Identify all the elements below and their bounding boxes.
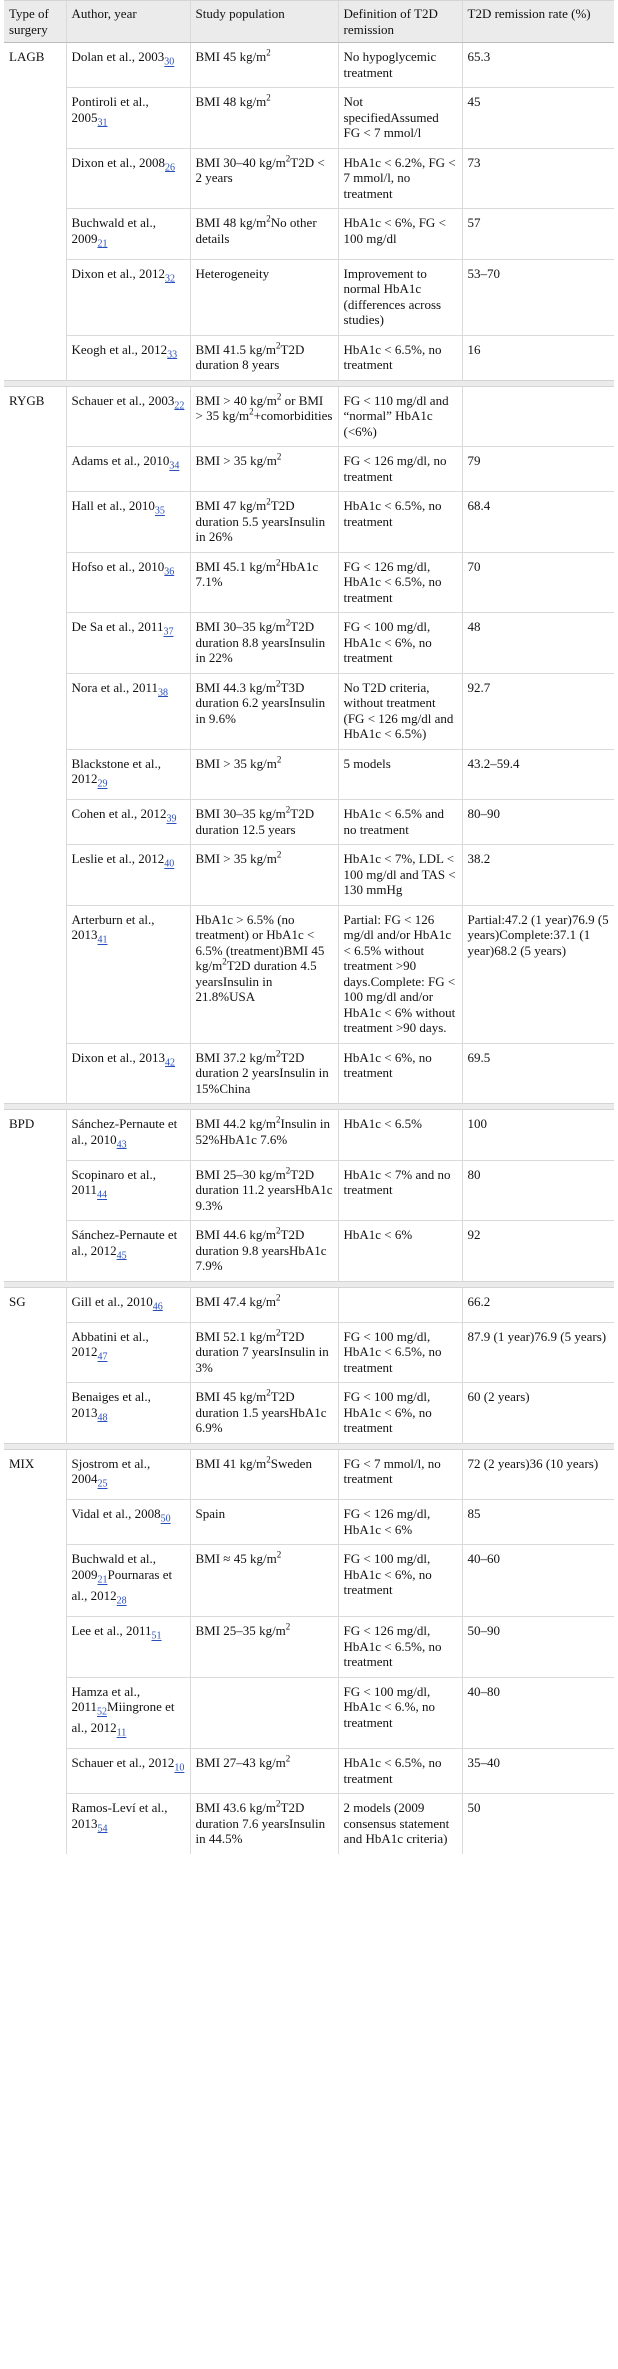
- reference-link[interactable]: 43: [116, 1139, 127, 1151]
- superscript-2: 2: [276, 1327, 281, 1338]
- remission-rate-cell: 65.3: [462, 43, 614, 88]
- superscript-2: 2: [266, 1454, 271, 1465]
- study-population-cell: BMI 47 $kg/m^2T2D$ duration 5.5 yearsInsulin in 26%: [190, 492, 338, 553]
- superscript-2: 2: [276, 557, 281, 568]
- author-year-text: Schauer et al., 2003: [71, 392, 175, 408]
- table-row: [4, 1322, 614, 1383]
- study-population-cell: BMI ≈ 45 $kg/m^2$: [190, 1545, 338, 1617]
- author-year-text: Cohen et al., 2012: [71, 806, 167, 822]
- table-row: [4, 800, 614, 845]
- header-remission-rate: T2D remission rate (%): [462, 1, 614, 43]
- surgery-type-cell: [4, 335, 66, 380]
- remission-rate-cell: [462, 386, 614, 447]
- study-population-cell: BMI 44.2 $kg/m^2Insulin$ in 52%HbA1c 7.6%: [190, 1110, 338, 1161]
- reference-link[interactable]: 33: [167, 349, 178, 361]
- surgery-type-cell: LAGB: [9, 49, 45, 64]
- study-population-cell: BMI > 35 $kg/m^2$: [190, 447, 338, 492]
- study-population-cell: BMI 43.6 $kg/m^2T2D$ duration 7.6 yearsInsulin in 44.5%: [190, 1794, 338, 1854]
- remission-definition-cell: Improvement to normal HbA1c (differences across studies): [338, 259, 462, 335]
- reference-link[interactable]: 29: [97, 778, 108, 790]
- author-year-cell: [66, 1617, 190, 1678]
- author-year-cell: [66, 1383, 190, 1444]
- reference-link[interactable]: 35: [154, 505, 165, 517]
- surgery-type-cell: [4, 845, 66, 906]
- remission-rate-cell: 85: [462, 1500, 614, 1545]
- surgery-type-cell: [4, 1043, 66, 1104]
- remission-definition-cell: FG < 100 mg/dl, HbA1c < 6%, no treatment: [338, 613, 462, 674]
- remission-definition-cell: FG < 100 mg/dl, HbA1c < 6.5%, no treatment: [338, 1322, 462, 1383]
- header-remission-definition: Definition of T2D remission: [338, 1, 462, 43]
- superscript-2: 2: [276, 340, 281, 351]
- remission-rate-cell: 73: [462, 148, 614, 209]
- surgery-type-cell: [4, 148, 66, 209]
- author-year-cell: [66, 335, 190, 380]
- table-row: [4, 749, 614, 800]
- surgery-type-cell: [4, 613, 66, 674]
- surgery-type-cell: SG: [9, 1293, 26, 1309]
- author-year-text: Sánchez-Pernaute et al., 2010: [71, 1116, 178, 1147]
- author-year-cell: [66, 386, 190, 447]
- reference-link[interactable]: 45: [116, 1250, 127, 1262]
- table-row: [4, 1749, 614, 1794]
- table-header-row: [4, 1, 614, 43]
- reference-link[interactable]: 26: [165, 162, 176, 174]
- author-year-text: Schauer et al., 2012: [71, 1755, 175, 1771]
- reference-link[interactable]: 54: [97, 1823, 108, 1835]
- author-year-cell: [66, 845, 190, 906]
- remission-definition-cell: No hypoglycemic treatment: [338, 43, 462, 88]
- author-year-text: Gill et al., 2010: [71, 1293, 153, 1309]
- table-row: [4, 1110, 614, 1161]
- author-year-cell: [66, 1449, 190, 1500]
- author-year-text: Scopinaro et al., 2011: [71, 1166, 156, 1198]
- author-year-cell: [66, 673, 190, 749]
- surgery-type-cell: [4, 1794, 66, 1854]
- superscript-2: 2: [222, 956, 227, 967]
- remission-rate-cell: 60 (2 years): [462, 1383, 614, 1444]
- remission-definition-cell: FG < 100 mg/dl, HbA1c < 6%, no treatment: [338, 1383, 462, 1444]
- study-population-cell: BMI > 35 $kg/m^2$: [190, 845, 338, 906]
- superscript-2: 2: [276, 391, 282, 402]
- remission-rate-cell: 35–40: [462, 1749, 614, 1794]
- surgery-type-cell: [4, 1677, 66, 1749]
- table-row: [4, 1287, 614, 1322]
- remission-rate-cell: 92: [462, 1221, 614, 1282]
- author-year-text: Dolan et al., 2003: [71, 49, 165, 64]
- remission-rate-cell: 70: [462, 552, 614, 613]
- t2d-remission-table: [4, 0, 614, 1854]
- remission-rate-cell: 38.2: [462, 845, 614, 906]
- author-year-cell: [66, 1287, 190, 1322]
- table-row: [4, 613, 614, 674]
- author-year-cell: [66, 1221, 190, 1282]
- remission-rate-cell: 69.5: [462, 1043, 614, 1104]
- author-year-cell: [66, 43, 190, 88]
- superscript-2: 2: [285, 1165, 291, 1176]
- author-year-text: Keogh et al., 2012: [71, 341, 168, 357]
- superscript-2: 2: [266, 47, 271, 58]
- remission-rate-cell: 50: [462, 1794, 614, 1854]
- author-year-text: Dixon et al., 2012: [71, 265, 166, 281]
- surgery-type-cell: [4, 1322, 66, 1383]
- remission-rate-cell: 72 (2 years)36 (10 years): [462, 1449, 614, 1500]
- reference-link[interactable]: 31: [97, 117, 108, 129]
- reference-link[interactable]: 44: [97, 1189, 108, 1201]
- author-year-text: Nora et al., 2011: [71, 679, 159, 695]
- remission-rate-cell: 43.2–59.4: [462, 749, 614, 800]
- study-population-cell: BMI 30–40 $kg/m^2T2D < 2$ years: [190, 148, 338, 209]
- study-population-cell: BMI 41 $kg/m^2Sweden$: [190, 1449, 338, 1500]
- header-type-of-surgery: Type of surgery: [4, 1, 66, 43]
- reference-link[interactable]: 36: [164, 566, 175, 578]
- remission-definition-cell: FG < 7 mmol/l, no treatment: [338, 1449, 462, 1500]
- superscript-2: 2: [276, 754, 282, 765]
- table-row: [4, 1221, 614, 1282]
- table-row: [4, 1617, 614, 1678]
- superscript-2: 2: [276, 1225, 281, 1236]
- surgery-type-cell: [4, 209, 66, 260]
- remission-definition-cell: FG < 100 mg/dl, HbA1c < 6%, no treatment: [338, 1545, 462, 1617]
- author-year-cell: [66, 1043, 190, 1104]
- table-row: [4, 1794, 614, 1854]
- reference-link[interactable]: 21: [97, 1574, 108, 1586]
- author-year-cell: [66, 1322, 190, 1383]
- remission-rate-cell: 80–90: [462, 800, 614, 845]
- superscript-2: 2: [249, 406, 254, 417]
- remission-definition-cell: HbA1c < 7% and no treatment: [338, 1160, 462, 1221]
- table-row: [4, 1043, 614, 1104]
- author-year-cell: [66, 148, 190, 209]
- reference-link[interactable]: 37: [163, 626, 174, 638]
- study-population-cell: BMI 37.2 $kg/m^2T2D$ duration 2 yearsInsulin in 15%China: [190, 1043, 338, 1104]
- table-row: [4, 88, 614, 149]
- remission-definition-cell: FG < 126 mg/dl, HbA1c < 6.5%, no treatment: [338, 552, 462, 613]
- surgery-type-cell: [4, 1383, 66, 1444]
- table-row: [4, 1500, 614, 1545]
- surgery-type-cell: [4, 492, 66, 553]
- reference-link[interactable]: 39: [166, 813, 177, 825]
- table-row: [4, 1449, 614, 1500]
- table-row: [4, 673, 614, 749]
- remission-definition-cell: FG < 100 mg/dl, HbA1c < 6.%, no treatment: [338, 1677, 462, 1749]
- study-population-cell: BMI 30–35 $kg/m^2T2D$ duration 8.8 yearsInsulin in 22%: [190, 613, 338, 674]
- superscript-2: 2: [276, 451, 282, 462]
- header-study-population: Study population: [190, 1, 338, 43]
- superscript-2: 2: [276, 678, 281, 689]
- surgery-type-cell: [4, 1160, 66, 1221]
- author-year-text: Vidal et al., 2008: [71, 1506, 161, 1522]
- surgery-type-cell: [4, 749, 66, 800]
- reference-link[interactable]: 28: [116, 1595, 127, 1607]
- remission-rate-cell: Partial:47.2 (1 year)76.9 (5 years)Complete:37.1 (1 year)68.2 (5 years): [462, 905, 614, 1043]
- author-year-cell: [66, 800, 190, 845]
- study-population-cell: [190, 1677, 338, 1749]
- reference-link[interactable]: 46: [152, 1301, 163, 1313]
- author-year-text: Blackstone et al., 2012: [71, 755, 162, 787]
- remission-definition-cell: HbA1c < 6.5%, no treatment: [338, 1749, 462, 1794]
- surgery-type-cell: [4, 673, 66, 749]
- remission-definition-cell: HbA1c < 6%: [338, 1221, 462, 1282]
- author-year-text: Sjostrom et al., 2004: [71, 1455, 151, 1487]
- remission-definition-cell: FG < 110 mg/dl and “normal” HbA1c (<6%): [338, 386, 462, 447]
- remission-rate-cell: 57: [462, 209, 614, 260]
- superscript-2: 2: [266, 92, 271, 103]
- reference-link[interactable]: 42: [165, 1057, 176, 1069]
- table-row: [4, 209, 614, 260]
- author-year-cell: [66, 552, 190, 613]
- reference-link[interactable]: 48: [97, 1412, 108, 1424]
- remission-rate-cell: 100: [462, 1110, 614, 1161]
- remission-rate-cell: 53–70: [462, 259, 614, 335]
- remission-rate-cell: 80: [462, 1160, 614, 1221]
- reference-link[interactable]: 41: [97, 934, 108, 946]
- header-author-year: Author, year: [66, 1, 190, 43]
- author-year-text: Buchwald et al., 2009: [71, 1551, 156, 1582]
- author-year-text: Abbatini et al., 2012: [71, 1328, 149, 1360]
- author-year-cell: [66, 905, 190, 1043]
- remission-definition-cell: FG < 126 mg/dl, HbA1c < 6.5%, no treatment: [338, 1617, 462, 1678]
- surgery-type-cell: [4, 88, 66, 149]
- study-population-cell: BMI 44.6 $kg/m^2T2D$ duration 9.8 yearsHbA1c 7.9%: [190, 1221, 338, 1282]
- reference-link[interactable]: 11: [116, 1727, 127, 1739]
- remission-definition-cell: HbA1c < 6.5% and no treatment: [338, 800, 462, 845]
- surgery-type-cell: MIX: [9, 1455, 35, 1471]
- remission-definition-cell: Partial: FG < 126 mg/dl and/or HbA1c < 6.5% without treatment >90 days.Complete: FG < 100 mg/dl and/or HbA1c < 6% without treatment >90 days.: [338, 905, 462, 1043]
- table-row: [4, 1160, 614, 1221]
- superscript-2: 2: [266, 496, 271, 507]
- study-population-cell: BMI 30–35 $kg/m^2T2D$ duration 12.5 years: [190, 800, 338, 845]
- author-year-cell: [66, 1749, 190, 1794]
- author-year-cell: [66, 1794, 190, 1854]
- remission-definition-cell: [338, 1287, 462, 1322]
- remission-rate-cell: 87.9 (1 year)76.9 (5 years): [462, 1322, 614, 1383]
- author-year-cell: [66, 1110, 190, 1161]
- author-year-text: Pournaras et al., 2012: [71, 1566, 173, 1604]
- author-year-cell: [66, 1500, 190, 1545]
- reference-link[interactable]: 21: [97, 238, 108, 250]
- reference-link[interactable]: 51: [151, 1630, 162, 1642]
- table-row: [4, 845, 614, 906]
- author-year-text: Adams et al., 2010: [71, 453, 170, 469]
- study-population-cell: BMI 41.5 $kg/m^2T2D$ duration 8 years: [190, 335, 338, 380]
- reference-link[interactable]: 30: [164, 56, 175, 68]
- reference-link[interactable]: 25: [97, 1478, 108, 1490]
- table-row: [4, 1677, 614, 1749]
- remission-definition-cell: HbA1c < 6.5%, no treatment: [338, 335, 462, 380]
- table-row: [4, 552, 614, 613]
- study-population-cell: HbA1c > 6.5% (no treatment) or HbA1c < 6.5% (treatment)BMI 45 $kg/m^2T2D$ duration 4.5 yearsInsulin in 21.8%USA: [190, 905, 338, 1043]
- author-year-cell: [66, 209, 190, 260]
- remission-definition-cell: No T2D criteria, without treatment (FG < 126 mg/dl and HbA1c < 6.5%): [338, 673, 462, 749]
- author-year-text: Leslie et al., 2012: [71, 851, 165, 867]
- superscript-2: 2: [285, 1754, 291, 1765]
- reference-link[interactable]: 34: [169, 460, 180, 472]
- surgery-type-cell: [4, 259, 66, 335]
- remission-definition-cell: HbA1c < 6%, no treatment: [338, 1043, 462, 1104]
- remission-rate-cell: 16: [462, 335, 614, 380]
- author-year-text: Sánchez-Pernaute et al., 2012: [71, 1227, 178, 1258]
- remission-rate-cell: 92.7: [462, 673, 614, 749]
- reference-link[interactable]: 50: [160, 1514, 171, 1526]
- author-year-text: Dixon et al., 2008: [71, 154, 166, 170]
- author-year-text: Benaiges et al., 2013: [71, 1389, 151, 1420]
- surgery-type-cell: [4, 800, 66, 845]
- remission-table-document: [4, 0, 614, 1854]
- author-year-cell: [66, 1160, 190, 1221]
- remission-definition-cell: HbA1c < 6.5%, no treatment: [338, 492, 462, 553]
- study-population-cell: Heterogeneity: [190, 259, 338, 335]
- author-year-text: Arterburn et al., 2013: [71, 911, 155, 943]
- author-year-text: Lee et al., 2011: [71, 1623, 152, 1639]
- remission-definition-cell: HbA1c < 6.5%: [338, 1110, 462, 1161]
- study-population-cell: BMI 25–35 $kg/m^2$: [190, 1617, 338, 1678]
- remission-rate-cell: 40–60: [462, 1545, 614, 1617]
- table-body: [4, 43, 614, 1854]
- surgery-type-cell: [4, 1500, 66, 1545]
- study-population-cell: Spain: [190, 1500, 338, 1545]
- author-year-text: De Sa et al., 2011: [71, 619, 164, 635]
- reference-link[interactable]: 47: [97, 1351, 108, 1363]
- remission-definition-cell: HbA1c < 6%, FG < 100 mg/dl: [338, 209, 462, 260]
- author-year-cell: [66, 613, 190, 674]
- table-row: [4, 1545, 614, 1617]
- remission-definition-cell: HbA1c < 6.2%, FG < 7 mmol/l, no treatment: [338, 148, 462, 209]
- table-row: [4, 447, 614, 492]
- surgery-type-cell: [4, 447, 66, 492]
- superscript-2: 2: [266, 1388, 271, 1399]
- remission-rate-cell: 40–80: [462, 1677, 614, 1749]
- author-year-text: Ramos-Leví et al., 2013: [71, 1800, 168, 1831]
- remission-rate-cell: 68.4: [462, 492, 614, 553]
- author-year-cell: [66, 447, 190, 492]
- study-population-cell: BMI 45 $kg/m^2T2D$ duration 1.5 yearsHbA1c 6.9%: [190, 1383, 338, 1444]
- study-population-cell: BMI 48 $kg/m^2No$ other details: [190, 209, 338, 260]
- table-row: [4, 43, 614, 88]
- author-year-text: Pontiroli et al., 2005: [71, 94, 149, 125]
- reference-link[interactable]: 22: [174, 400, 185, 412]
- author-year-cell: [66, 492, 190, 553]
- study-population-cell: BMI 27–43 $kg/m^2$: [190, 1749, 338, 1794]
- study-population-cell: BMI 45.1 $kg/m^2HbA1c$ 7.1%: [190, 552, 338, 613]
- table-row: [4, 259, 614, 335]
- study-population-cell: BMI > 40 $kg/m^2$ or BMI > 35 $kg/m^2+comorbidities$: [190, 386, 338, 447]
- remission-definition-cell: 5 models: [338, 749, 462, 800]
- remission-rate-cell: 45: [462, 88, 614, 149]
- author-year-text: Buchwald et al., 2009: [71, 215, 156, 246]
- remission-definition-cell: FG < 126 mg/dl, HbA1c < 6%: [338, 1500, 462, 1545]
- surgery-type-cell: [4, 1617, 66, 1678]
- reference-link[interactable]: 38: [158, 687, 169, 699]
- author-year-cell: [66, 749, 190, 800]
- author-year-cell: [66, 88, 190, 149]
- superscript-2: 2: [276, 1114, 281, 1125]
- author-year-text: Hall et al., 2010: [71, 498, 155, 514]
- superscript-2: 2: [285, 617, 291, 628]
- reference-link[interactable]: 10: [174, 1762, 185, 1774]
- table-row: [4, 1383, 614, 1444]
- superscript-2: 2: [285, 153, 291, 164]
- table-row: [4, 492, 614, 553]
- study-population-cell: BMI 47.4 $kg/m^2$: [190, 1287, 338, 1322]
- author-year-text: Dixon et al., 2013: [71, 1049, 166, 1065]
- table-row: [4, 148, 614, 209]
- reference-link[interactable]: 52: [97, 1706, 108, 1718]
- remission-rate-cell: 79: [462, 447, 614, 492]
- remission-definition-cell: 2 models (2009 consensus statement and HbA1c criteria): [338, 1794, 462, 1854]
- table-row: [4, 905, 614, 1043]
- superscript-2: 2: [276, 1799, 281, 1810]
- surgery-type-cell: [4, 1545, 66, 1617]
- author-year-text: Miingrone et al., 2012: [71, 1699, 175, 1736]
- superscript-2: 2: [276, 1292, 281, 1303]
- study-population-cell: BMI 25–30 $kg/m^2T2D$ duration 11.2 yearsHbA1c 9.3%: [190, 1160, 338, 1221]
- author-year-text: Hamza et al., 2011: [71, 1683, 141, 1715]
- superscript-2: 2: [276, 849, 282, 860]
- table-row: [4, 335, 614, 380]
- surgery-type-cell: [4, 552, 66, 613]
- reference-link[interactable]: 32: [165, 273, 176, 285]
- remission-rate-cell: 66.2: [462, 1287, 614, 1322]
- reference-link[interactable]: 40: [164, 858, 175, 870]
- remission-definition-cell: HbA1c < 7%, LDL < 100 mg/dl and TAS < 130 mmHg: [338, 845, 462, 906]
- remission-definition-cell: Not specifiedAssumed FG < 7 mmol/l: [338, 88, 462, 149]
- superscript-2: 2: [276, 1550, 282, 1561]
- surgery-type-cell: BPD: [9, 1116, 35, 1132]
- author-year-cell: [66, 259, 190, 335]
- surgery-type-cell: [4, 1749, 66, 1794]
- remission-definition-cell: FG < 126 mg/dl, no treatment: [338, 447, 462, 492]
- author-year-cell: [66, 1545, 190, 1617]
- superscript-2: 2: [276, 1048, 281, 1059]
- remission-rate-cell: 48: [462, 613, 614, 674]
- surgery-type-cell: [4, 905, 66, 1043]
- superscript-2: 2: [285, 804, 291, 815]
- study-population-cell: BMI > 35 $kg/m^2$: [190, 749, 338, 800]
- remission-rate-cell: 50–90: [462, 1617, 614, 1678]
- study-population-cell: BMI 45 $kg/m^2$: [190, 43, 338, 88]
- superscript-2: 2: [266, 213, 271, 224]
- study-population-cell: BMI 48 $kg/m^2$: [190, 88, 338, 149]
- superscript-2: 2: [285, 1621, 291, 1632]
- study-population-cell: BMI 52.1 $kg/m^2T2D$ duration 7 yearsInsulin in 3%: [190, 1322, 338, 1383]
- surgery-type-cell: RYGB: [9, 392, 45, 408]
- study-population-cell: BMI 44.3 $kg/m^2T3D$ duration 6.2 yearsInsulin in 9.6%: [190, 673, 338, 749]
- author-year-cell: [66, 1677, 190, 1749]
- table-row: [4, 386, 614, 447]
- surgery-type-cell: [4, 1221, 66, 1282]
- author-year-text: Hofso et al., 2010: [71, 558, 165, 574]
